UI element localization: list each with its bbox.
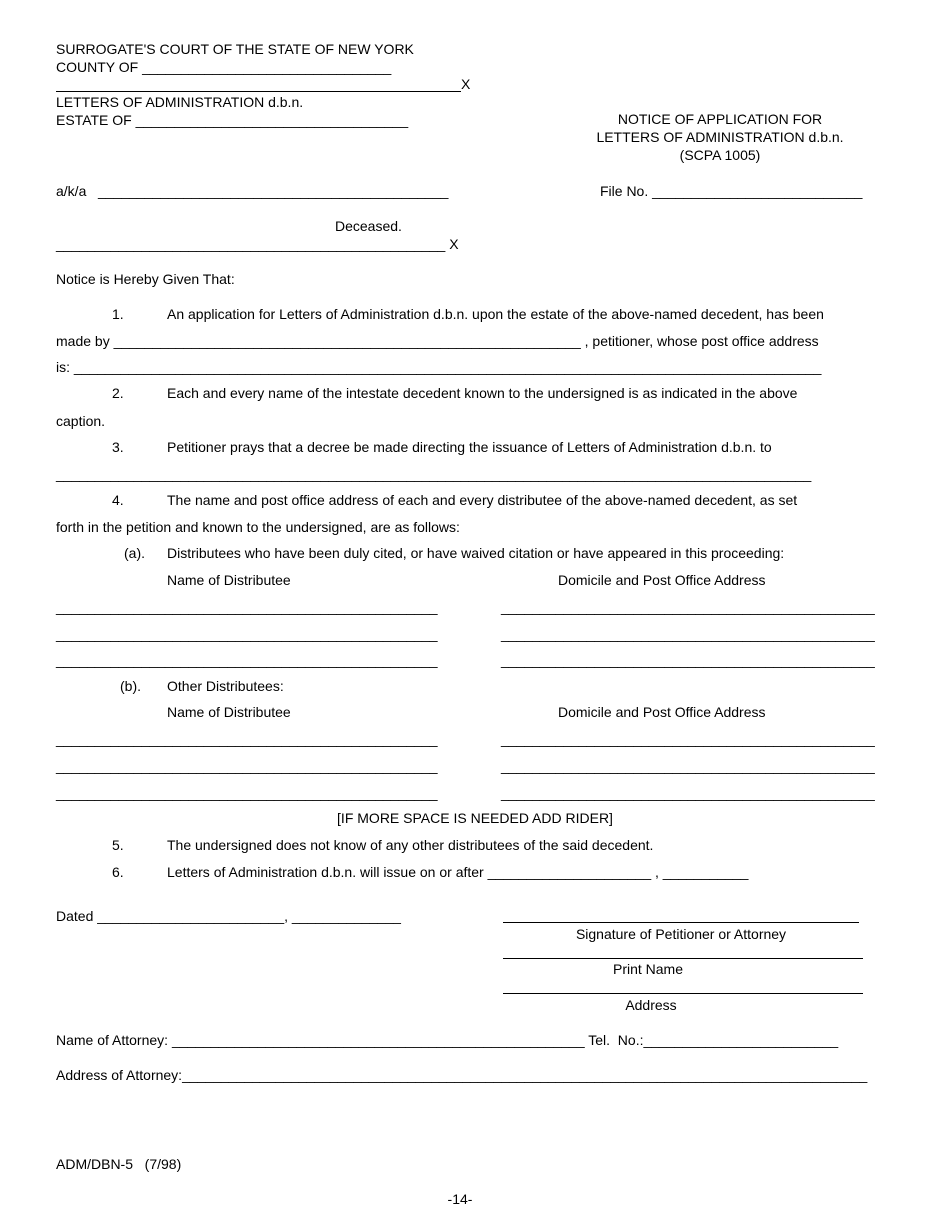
caption-top-rule bbox=[56, 91, 461, 92]
rider-note: [IF MORE SPACE IS NEEDED ADD RIDER] bbox=[337, 810, 613, 826]
paragraph-5-number: 5. bbox=[112, 837, 124, 853]
distributee-a-name-field[interactable]: _________________________________________________ bbox=[56, 599, 438, 615]
signature-line[interactable] bbox=[503, 922, 859, 923]
paragraph-3-text: Petitioner prays that a decree be made directing the issuance of Letters of Administration d.b.n. to bbox=[167, 439, 772, 455]
deceased-label: Deceased. bbox=[335, 218, 402, 234]
distributee-b-address-field[interactable]: ________________________________________________ bbox=[501, 731, 875, 747]
paragraph-2-text: Each and every name of the intestate decedent known to the undersigned is as indicated in the above bbox=[167, 385, 798, 401]
attorney-address-field[interactable]: Address of Attorney:________________________________________________________________________________________ bbox=[56, 1067, 868, 1083]
signature-label: Signature of Petitioner or Attorney bbox=[575, 926, 787, 942]
county-field[interactable]: COUNTY OF ________________________________ bbox=[56, 59, 392, 75]
distributee-b-name-field[interactable]: _________________________________________________ bbox=[56, 731, 438, 747]
aka-field[interactable]: a/k/a _____________________________________________ bbox=[56, 183, 449, 199]
paragraph-4-text: The name and post office address of each and every distributee of the above-named decedent, as set bbox=[167, 492, 798, 508]
estate-of-field[interactable]: ESTATE OF ___________________________________ bbox=[56, 112, 409, 128]
paragraph-6-number: 6. bbox=[112, 864, 124, 880]
paragraph-2-number: 2. bbox=[112, 385, 124, 401]
column-header-address: Domicile and Post Office Address bbox=[558, 572, 766, 588]
notice-intro: Notice is Hereby Given That: bbox=[56, 271, 235, 287]
page-number: -14- bbox=[447, 1191, 473, 1207]
distributee-a-address-field[interactable]: ________________________________________________ bbox=[501, 599, 875, 615]
distributee-b-name-field[interactable]: _________________________________________________ bbox=[56, 785, 438, 801]
caption-x-mark-top: X bbox=[461, 76, 471, 92]
distributee-b-address-field[interactable]: ________________________________________________ bbox=[501, 758, 875, 774]
subsection-b-text: Other Distributees: bbox=[167, 678, 284, 694]
address-line[interactable] bbox=[503, 993, 863, 994]
file-number-field[interactable]: File No. ___________________________ bbox=[600, 183, 863, 199]
subsection-a-text: Distributees who have been duly cited, or have waived citation or have appeared in this proceeding: bbox=[167, 545, 785, 561]
distributee-a-address-field[interactable]: ________________________________________________ bbox=[501, 626, 875, 642]
form-code: ADM/DBN-5 (7/98) bbox=[56, 1156, 182, 1172]
letters-issued-to-field[interactable]: _________________________________________________________________________________________________ bbox=[56, 466, 812, 482]
subsection-b-label: (b). bbox=[120, 678, 141, 694]
distributee-b-name-field[interactable]: _________________________________________________ bbox=[56, 758, 438, 774]
distributee-a-name-field[interactable]: _________________________________________________ bbox=[56, 652, 438, 668]
dated-field[interactable]: Dated ________________________, ______________ bbox=[56, 908, 401, 924]
attorney-name-field[interactable]: Name of Attorney: _____________________________________________________ Tel. No.:_________________________ bbox=[56, 1032, 839, 1048]
paragraph-3-number: 3. bbox=[112, 439, 124, 455]
print-name-line[interactable] bbox=[503, 958, 863, 959]
paragraph-4-number: 4. bbox=[112, 492, 124, 508]
address-label: Address bbox=[625, 997, 677, 1013]
subsection-a-label: (a). bbox=[124, 545, 145, 561]
column-header-name: Name of Distributee bbox=[167, 572, 291, 588]
distributee-a-address-field[interactable]: ________________________________________________ bbox=[501, 652, 875, 668]
court-heading: SURROGATE'S COURT OF THE STATE OF NEW YORK bbox=[56, 41, 414, 57]
column-header-name: Name of Distributee bbox=[167, 704, 291, 720]
column-header-address: Domicile and Post Office Address bbox=[558, 704, 766, 720]
distributee-a-name-field[interactable]: _________________________________________________ bbox=[56, 626, 438, 642]
statute-reference: (SCPA 1005) bbox=[679, 147, 761, 163]
notice-subtitle: LETTERS OF ADMINISTRATION d.b.n. bbox=[596, 129, 844, 145]
petitioner-name-field[interactable]: made by ____________________________________________________________ , petitioner, whose post office address bbox=[56, 333, 819, 349]
paragraph-1-text: An application for Letters of Administration d.b.n. upon the estate of the above-named decedent, has been bbox=[167, 306, 824, 322]
paragraph-1-number: 1. bbox=[112, 306, 124, 322]
paragraph-2-continuation: caption. bbox=[56, 413, 106, 429]
letters-heading: LETTERS OF ADMINISTRATION d.b.n. bbox=[56, 94, 304, 110]
notice-title: NOTICE OF APPLICATION FOR bbox=[617, 111, 823, 127]
paragraph-4-continuation: forth in the petition and known to the undersigned, are as follows: bbox=[56, 519, 460, 535]
distributee-b-address-field[interactable]: ________________________________________________ bbox=[501, 785, 875, 801]
issue-date-field[interactable]: Letters of Administration d.b.n. will issue on or after _____________________ , ___________ bbox=[167, 864, 749, 880]
print-name-label: Print Name bbox=[612, 961, 684, 977]
caption-bottom-rule: __________________________________________________ X bbox=[56, 236, 459, 252]
petitioner-address-field[interactable]: is: ________________________________________________________________________________________________ bbox=[56, 359, 822, 375]
paragraph-5-text: The undersigned does not know of any other distributees of the said decedent. bbox=[167, 837, 654, 853]
